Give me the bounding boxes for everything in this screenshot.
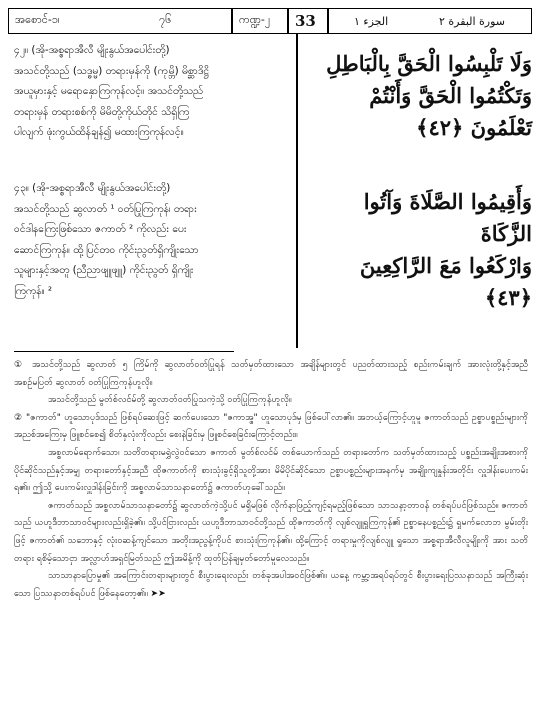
header-divider xyxy=(231,9,233,33)
verse-line: ကြကုန်။ ² xyxy=(14,284,53,297)
column-divider xyxy=(296,34,298,348)
page-myanmar-number: ၇၆ xyxy=(159,13,172,26)
page-header xyxy=(8,8,532,34)
footnote-1: ① အသင်တို့သည် ဆွလာတ် ၅ ကြိမ်ကို ဆွလာတ်ဝတ်ပြုရန် သတ်မှတ်ထားသော အချိန်များတွင် ပညတ်ထားသည့် စည်းကမ်းချက် အားလုံးတို့နှင့်အညီ အစဉ်မပြတ် ဆွလာတ် ဝတ်ပြုကြကုန်ဟူလို။ xyxy=(14,360,528,388)
footnote-paragraph: အစ္စလာမ်ရောက်သော၊ သတိတရားမရွှဲလွဲဝင်သော ဇကာတ် မွတ်စ်လင်မ် တစ်ယောက်သည် တရားတော်က သတ်မှတ်ထားသည့် ပစ္စည်းအချိုးအစားကို ပိုင်ဆိုင်သည်နှင့်အမျှ တရားတော်နှင့်အညီ ထိုဇကာတ်ကို စားသုံးခွင့်ရှိသူတို့အား မိမိပိုင်ဆိုင်သော ဥစ္စာပစ္စည်းများအနက်မှ အချိုးကျနှုန်းအတိုင်း လှူဒါန်းပေးကမ်းရ၏။ ဤသို့ ပေးကမ်းလှူဒါန်းခြင်းကို အစ္စလာမ်သာသနာတော်၌ ဇကာတ်ဟုခေါ်သည်။ xyxy=(14,447,528,494)
footnote-paragraph: ဇကာတ်သည် အစ္စလာမ်သာသနာတော်၌ ဆွလာတ်ကဲ့သို့ပင် မရှိမဖြစ် လိုက်နာဖြည့်ကျင့်ရမည့်ဖြစ်သော သာသနာ့တာဝန် တစ်ရပ်ပင်ဖြစ်သည်။ ဇကာတ်သည် ယဟူဒီဘာသာဝင်များလည်းရှိခဲ့၏။ သို့ပင်ငြားလည်း ယဟူဒီဘာသာဝင်တို့သည် ထိုဇကာတ်ကို လျစ်လျူရှုကြကုန်၏ ဥစ္စာနေပစ္စည်း၌ ရှုမက်လောဘ မွမ်းတိုးဖြင့် ဇကာတ်၏ သဘောနှင့် လုံးဝဆန့်ကျင်သော အတိုးအညွန့်ကိုပင် စားသုံးကြကုန်၏။ ထို့ကြောင့် တရားမှုကိုလျစ်လျူ ရှုသော အစ္စရာအီလီလူမျိုးကို အား သတိတရား ရစိမ့်သောငှာ အလ္လာဟ်အရှင်မြတ်သည် ဤအမိန့်ကို ထုတ်ပြန်ချမှတ်တော်မူလေသည်။ xyxy=(14,500,528,564)
arabic-line: وَتَكْتُمُوا الْحَقَّ وَأَنْتُمْ xyxy=(369,83,532,108)
footnote-2: ② "ဇကာတ်" ဟူသောပုဒ်သည် ဖြစ်ရပ်ဆေးဖြင့် ဆက်ပေးသော "ဇကာအ္ဖ" ဟူသောပုဒ်မှ ဖြစ်ပေါ်လာ၏။ အဘယ့်ကြောင့်ဟူမူ ဇကာတ်သည် ဥစ္စာပစ္စည်းများကို အညစ်အကြေးမှ ဖြူစင်စေ၍ စိတ်နှလုံးကိုလည်း စေးနဲခြင်းမှ ဖြူစင်စေခြင်းကြောင့်တည်း။ xyxy=(14,412,528,441)
footnotes xyxy=(14,357,528,603)
arabic-line: وَارْكَعُوا مَعَ الرَّاكِعِينَ ﴿٤٣﴾ xyxy=(359,253,532,310)
verse-line: တရားမှန် တရားစစ်ကို မိမိတို့ကိုယ်တိုင် သိရှိကြ xyxy=(14,105,190,118)
page-number: 33 xyxy=(295,12,316,30)
header-divider xyxy=(287,9,289,33)
arabic-line: وَأَقِيمُوا الصَّلَاةَ وَآتُوا الزَّكَاةَ xyxy=(363,189,532,246)
verse-43-arabic xyxy=(306,186,532,314)
juz-label: الجزء ١ xyxy=(354,14,389,28)
verse-line: ၄၂။ (အို-အစ္စရာအီလီ မျိုးနွယ်အပေါင်းတို့) xyxy=(14,44,170,56)
verse-line: ဆောင်ကြကုန်။ ထို့ပြင်တဝ ကိုင်းညွတ်ရှိကျိုးသော xyxy=(14,243,199,256)
surah-label: سورة البقرة ٢ xyxy=(439,14,506,28)
footnote-separator xyxy=(14,351,234,352)
section-label: အစောင်-၁၊ xyxy=(15,13,60,26)
verse-42-arabic xyxy=(306,48,532,144)
verse-line: ပါလျက် ဖုံးကွယ်ထိန်ချန်၍ မထားကြကုန်လင့်။ xyxy=(14,126,184,138)
verse-line: သူများနှင့်အတူ (ညီညာဖျူဖျူ) ကိုင်းညွတ် ရှိကျိုး xyxy=(14,264,194,276)
verse-line: အသင်တို့သည် ဆွလာတ် ¹ ဝတ်ပြုကြကုန်၊ တရား xyxy=(14,202,197,215)
verse-42-translation xyxy=(14,40,290,143)
verse-line: ၄၃။ (အို-အစ္စရာအီလီ မျိုးနွယ်အပေါင်းတို့) xyxy=(14,182,171,194)
footnote-1-continued: အသင်တို့သည် မွတ်စ်လင်မ်တို့ ဆွလာတ်ဝတ်ပြုသကဲ့သို့ ဝတ်ပြုကြကုန်ဟူလို။ xyxy=(48,395,292,406)
header-divider xyxy=(327,9,329,33)
arabic-line: وَلَا تَلْبِسُوا الْحَقَّ بِالْبَاطِلِ xyxy=(326,51,532,76)
verse-line: အသင်တို့သည် (သဒ္ဓမ္မ) တရားမှန်ကို (ကုမ္ဘိ) မိစ္ဆာဒိဋ္ဌိ xyxy=(14,64,210,77)
verse-43-translation xyxy=(14,178,290,301)
verse-line: ဝင်ဒါနကြေးဖြစ်သော ဇကာတ် ² ကိုလည်း ပေး xyxy=(14,223,187,235)
para-label: ကဏ္ဍ-၂ xyxy=(239,13,271,26)
verse-line: အယူမှားနှင့် မရောနှောကြကုန်လင့်။ အသင်တို့သည် xyxy=(14,85,204,97)
arabic-line: تَعْلَمُونَ ﴿٤٢﴾ xyxy=(416,115,532,140)
footnote-paragraph: သာသာနာပြောမှု၏ အကြောင်းတရားများတွင် စီးပွားရေးလည်း တစ်ခုအပါအဝင်ဖြစ်၏။ ယနေ့ ကမ္ဘာ့အရပ်ရပ်တွင် စီးပွားရေးပြဿနာသည် အကြီးဆုံးသော ပြဿနာတစ်ရပ်ပင် ဖြစ်နေတော့၏။ ➤➤ xyxy=(14,571,528,599)
